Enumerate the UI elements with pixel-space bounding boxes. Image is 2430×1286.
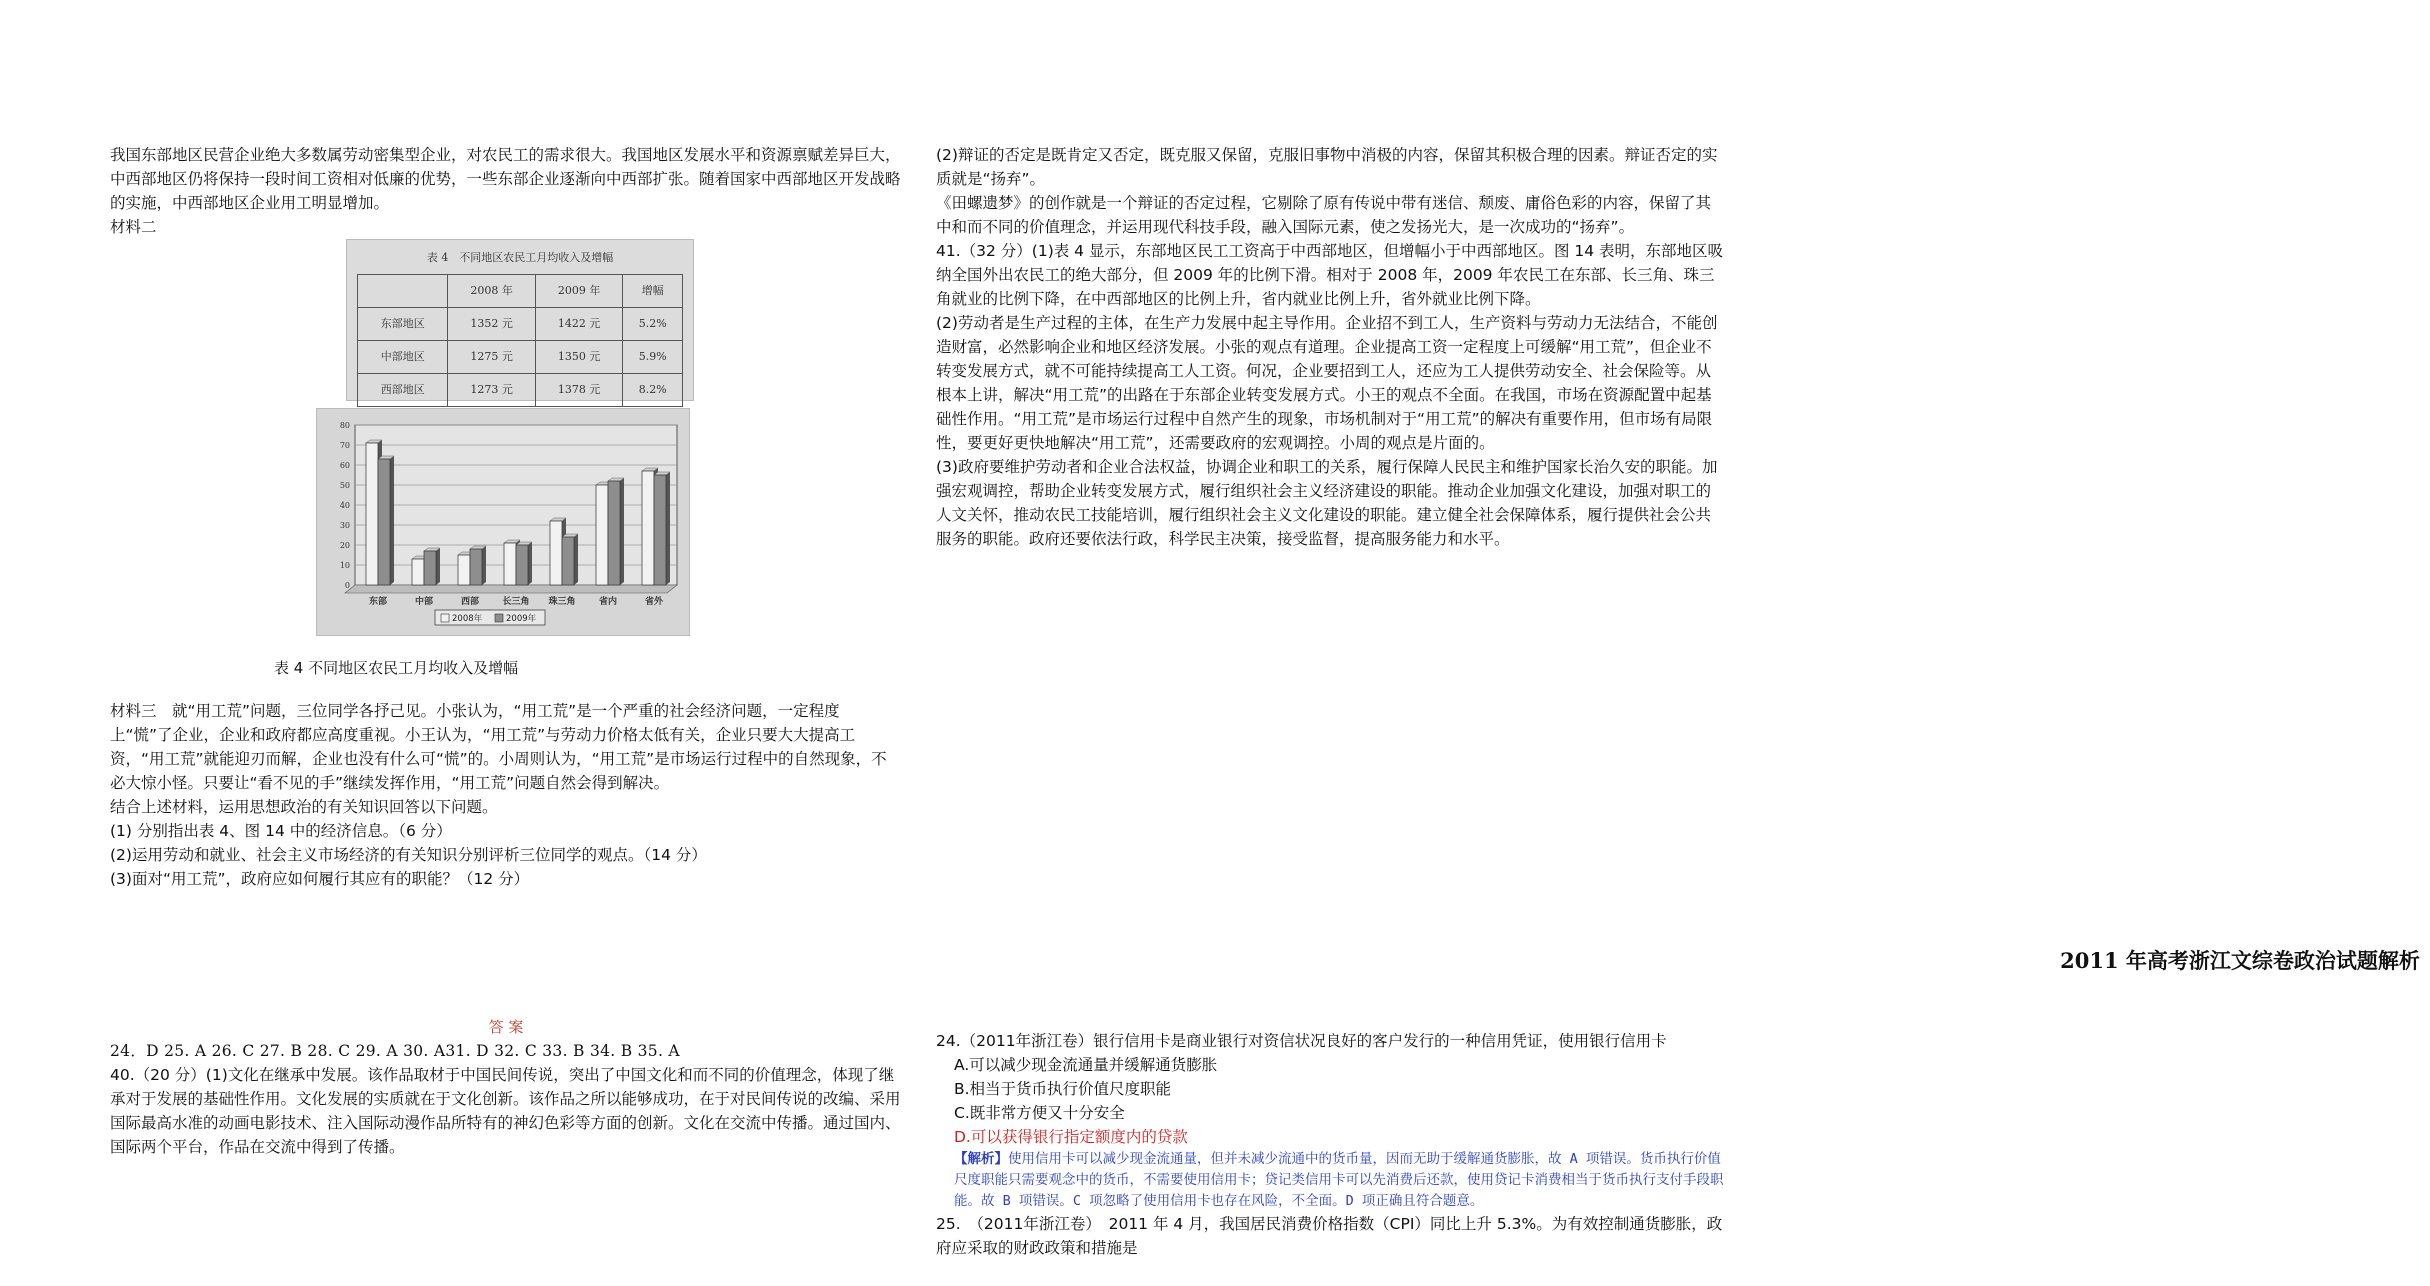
analysis-tag: 【解析】	[954, 1151, 1008, 1167]
table-header-cell	[358, 275, 448, 308]
table-cell: 8.2%	[623, 374, 683, 407]
x-tick-label: 省内	[598, 597, 618, 607]
answer-41-part2: (2)劳动者是生产过程的主体，在生产力发展中起主导作用。企业招不到工人，生产资料与劳动力无法结合，不能创造财富，必然影响企业和地区经济发展。小张的观点有道理。企业提高工资一定程度上可缓解“用工荒”，但企业不转变发展方式，就不可能持续提高工人工资。何况，企业要招到工人，还应为工人提供劳动安全、社会保险等。从根本上讲，解决“用工荒”的出路在于东部企业转变发展方式。小王的观点不全面。在我国，市场在资源配置中起基础性作用。“用工荒”是市场运行过程中自然产生的现象，市场机制对于“用工荒”的解决有重要作用，但市场有局限性，要更好更快地解决“用工荒”，还需要政府的宏观调控。小周的观点是片面的。	[936, 314, 1718, 452]
x-tick-label: 省外	[644, 597, 664, 607]
bar	[412, 559, 424, 585]
y-tick-label: 50	[339, 481, 350, 490]
table-row	[358, 308, 683, 341]
option-d-correct: D.可以获得银行指定额度内的贷款	[954, 1128, 1188, 1146]
table-cell: 1378 元	[535, 374, 623, 407]
bar	[470, 549, 482, 585]
income-table-caption: 表 4 不同地区农民工月均收入及增幅	[426, 251, 614, 264]
material-three-block	[110, 699, 902, 891]
bar	[596, 485, 608, 585]
question-2: (2)运用劳动和就业、社会主义市场经济的有关知识分别评析三位同学的观点。（14 分）	[110, 846, 707, 864]
bar-chart-svg	[317, 409, 689, 635]
bar	[642, 471, 654, 585]
x-tick-label: 西部	[460, 597, 480, 607]
bar	[550, 521, 562, 585]
x-tick-label: 珠三角	[548, 597, 576, 607]
answers-block	[110, 1039, 902, 1159]
answer-keys: 24．D 25. A 26. C 27. B 28. C 29. A 30. A31. D 32. C 33. B 34. B 35. A	[110, 1042, 680, 1060]
y-tick-label: 40	[339, 501, 350, 510]
option-c: C.既非常方便又十分安全	[954, 1104, 1125, 1122]
legend-swatch	[441, 614, 449, 622]
question-25-stem: 25. （2011年浙江卷） 2011 年 4 月，我国居民消费价格指数（CPI）同比上升 5.3%。为有效控制通货膨胀，政府应采取的财政政策和措施是	[936, 1215, 1723, 1257]
table-header-cell: 增幅	[623, 275, 683, 308]
bar	[562, 537, 574, 585]
table-cell: 西部地区	[358, 374, 448, 407]
analysis-paragraph	[936, 1149, 1726, 1212]
bar	[608, 481, 620, 585]
analysis-text: 使用信用卡可以减少现金流通量，但并未减少流通中的货币量，因而无助于缓解通货膨胀，故 A 项错误。货币执行价值尺度职能只需要观念中的货币，不需要使用信用卡；贷记类信用卡可以先消费后还款，使用贷记卡消费相当于货币执行支付手段职能。故 B 项错误。C 项忽略了使用信用卡也存在风险，不全面。D 项正确且符合题意。	[954, 1151, 1724, 1209]
table-cell: 中部地区	[358, 341, 448, 374]
table-cell: 5.2%	[623, 308, 683, 341]
table-header-cell: 2008 年	[448, 275, 536, 308]
table-cell: 1350 元	[535, 341, 623, 374]
answer-title: 答 案	[488, 1018, 524, 1036]
question-3: (3)面对“用工荒”，政府应如何履行其应有的职能？（12 分）	[110, 870, 530, 888]
bar-side	[666, 472, 670, 585]
table-row	[358, 275, 683, 308]
figure-caption: 表 4 不同地区农民工月均收入及增幅	[274, 659, 519, 677]
option-a: A.可以减少现金流通量并缓解通货膨胀	[954, 1056, 1218, 1074]
material-two-label: 材料二	[110, 218, 157, 236]
bar-side	[574, 534, 578, 585]
x-tick-label: 长三角	[502, 597, 530, 607]
legend-swatch	[495, 614, 503, 622]
table-cell: 1352 元	[448, 308, 536, 341]
bar-side	[436, 548, 440, 585]
table-row	[358, 374, 683, 407]
dialectic-paragraph: (2)辩证的否定是既肯定又否定，既克服又保留，克服旧事物中消极的内容，保留其积极合理的因素。辩证否定的实质就是“扬弃”。	[936, 146, 1718, 188]
bar	[458, 555, 470, 585]
bar	[654, 475, 666, 585]
question-1: (1) 分别指出表 4、图 14 中的经济信息。（6 分）	[110, 822, 452, 840]
bar	[516, 545, 528, 585]
option-b: B.相当于货币执行价值尺度职能	[954, 1080, 1172, 1098]
question-24-stem: 24.（2011年浙江卷）银行信用卡是商业银行对资信状况良好的客户发行的一种信用凭证，使用银行信用卡	[936, 1032, 1667, 1050]
bar-side	[390, 456, 394, 585]
bar-side	[528, 542, 532, 585]
y-tick-label: 20	[339, 541, 350, 550]
answer-41-part3: (3)政府要维护劳动者和企业合法权益，协调企业和职工的关系，履行保障人民民主和维护国家长治久安的职能。加强宏观调控，帮助企业转变发展方式，履行组织社会主义经济建设的职能。推动企业加强文化建设，加强对职工的人文关怀，推动农民工技能培训，履行组织社会主义文化建设的职能。建立健全社会保障体系，履行提供社会公共服务的职能。政府还要依法行政，科学民主决策，接受监督，提高服务能力和水平。	[936, 458, 1718, 548]
tianluo-paragraph: 《田螺遗梦》的创作就是一个辩证的否定过程，它剔除了原有传说中带有迷信、颓废、庸俗色彩的内容，保留了其中和而不同的价值理念，并运用现代科技手段，融入国际元素，使之发扬光大，是一次成功的“扬弃”。	[936, 194, 1712, 236]
bar-side	[482, 546, 486, 585]
y-tick-label: 30	[339, 521, 350, 530]
document-title: 2011 年高考浙江文综卷政治试题解析	[2060, 948, 2420, 973]
left-column	[110, 143, 902, 1156]
income-table-figure	[346, 239, 694, 401]
migrant-share-chart	[316, 408, 690, 636]
legend-label: 2009年	[506, 614, 537, 624]
table-cell: 东部地区	[358, 308, 448, 341]
y-tick-label: 70	[339, 441, 350, 450]
answer-41-part1: 41.（32 分）(1)表 4 显示，东部地区民工工资高于中西部地区，但增幅小于中西部地区。图 14 表明，东部地区吸纳全国外出农民工的绝大部分，但 2009 年的比例下滑。相对于 2008 年，2009 年农民工在东部、长三角、珠三角就业的比例下降，在中西部地区的比例上升，省内就业比例上升，省外就业比例下降。	[936, 242, 1724, 308]
y-tick-label: 0	[344, 581, 350, 590]
table-cell: 1275 元	[448, 341, 536, 374]
bar	[504, 543, 516, 585]
table-header-cell: 2009 年	[535, 275, 623, 308]
y-tick-label: 10	[339, 561, 350, 570]
table-cell: 1422 元	[535, 308, 623, 341]
table-cell: 5.9%	[623, 341, 683, 374]
table-row	[358, 341, 683, 374]
question-24-block	[936, 1029, 1726, 1260]
legend-label: 2008年	[452, 614, 483, 624]
instruction-line: 结合上述材料，运用思想政治的有关知识回答以下问题。	[110, 798, 498, 816]
y-tick-label: 80	[339, 421, 350, 430]
x-tick-label: 东部	[368, 597, 388, 607]
right-column	[936, 143, 2420, 1257]
income-table	[357, 274, 683, 407]
bar	[366, 443, 378, 585]
intro-paragraph: 我国东部地区民营企业绝大多数属劳动密集型企业，对农民工的需求很大。我国地区发展水平和资源禀赋差异巨大，中西部地区仍将保持一段时间工资相对低廉的优势，一些东部企业逐渐向中西部扩张。随着国家中西部地区开发战略的实施，中西部地区企业用工明显增加。	[110, 146, 901, 212]
y-tick-label: 60	[339, 461, 350, 470]
answer-40: 40.（20 分）(1)文化在继承中发展。该作品取材于中国民间传说，突出了中国文化和而不同的价值理念，体现了继承对于发展的基础性作用。文化发展的实质就在于文化创新。该作品之所以能够成功，在于对民间传说的改编、采用国际最高水准的动画电影技术、注入国际动漫作品所特有的神幻色彩等方面的创新。文化在交流中传播。通过国内、国际两个平台，作品在交流中得到了传播。	[110, 1066, 901, 1156]
material-three-paragraph: 材料三 就“用工荒”问题，三位同学各抒己见。小张认为，“用工荒”是一个严重的社会经济问题，一定程度上“慌”了企业，企业和政府都应高度重视。小王认为，“用工荒”与劳动力价格太低有关，企业只要大大提高工资，“用工荒”就能迎刃而解，企业也没有什么可“慌”的。小周则认为，“用工荒”是市场运行过程中的自然现象，不必大惊小怪。只要让“看不见的手”继续发挥作用，“用工荒”问题自然会得到解决。	[110, 702, 887, 792]
x-tick-label: 中部	[414, 597, 434, 607]
table-cell: 1273 元	[448, 374, 536, 407]
chart-floor	[345, 585, 677, 593]
bar-side	[620, 478, 624, 585]
bar	[424, 551, 436, 585]
bar	[378, 459, 390, 585]
